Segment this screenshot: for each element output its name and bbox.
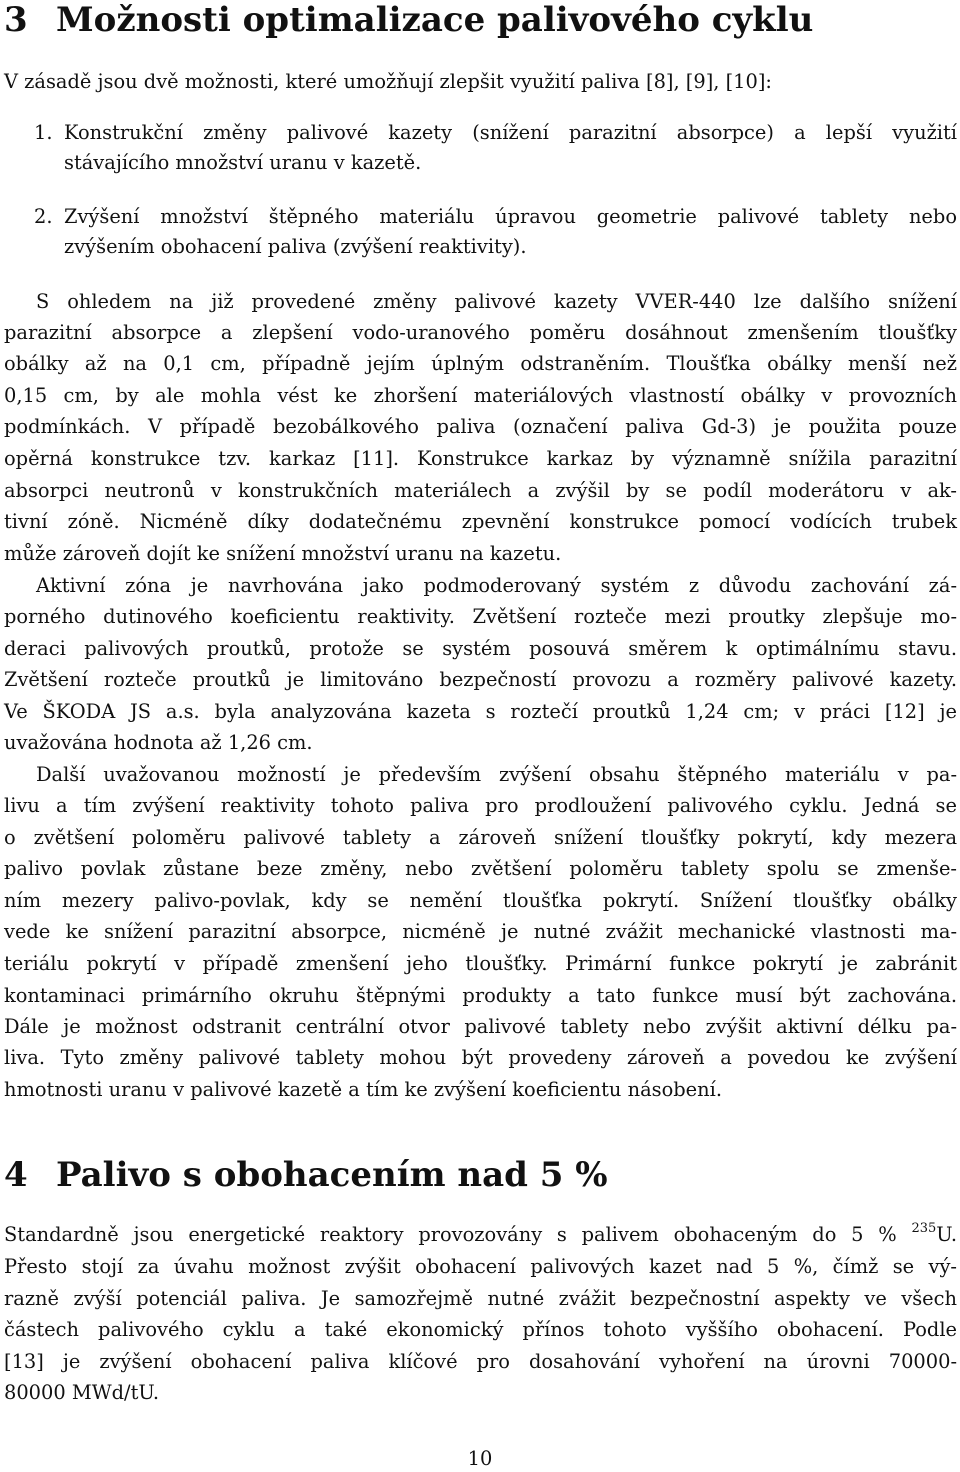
- list-marker: 2.: [34, 205, 53, 228]
- paragraph-line: ním mezery palivo-povlak, kdy se nemění tloušťka pokrytí. Snížení tloušťky obálky: [4, 889, 957, 912]
- paragraph-line: liva. Tyto změny palivové tablety mohou být provedeny zároveň a povedou ke zvýšení: [4, 1046, 957, 1069]
- list-line: Konstrukční změny palivové kazety (snížení parazitní absorpce) a lepší využití: [64, 121, 957, 144]
- paragraph-line: Přesto stojí za úvahu možnost zvýšit obohacení palivových kazet nad 5 %, čímž se vý-: [4, 1255, 957, 1278]
- paragraph-line: S ohledem na již provedené změny palivové kazety VVER-440 lze dalšího snížení: [36, 290, 957, 313]
- section-3-intro: V zásadě jsou dvě možnosti, které umožňují zlepšit využití paliva [8], [9], [10]:: [4, 70, 772, 93]
- paragraph-line: Dále je možnost odstranit centrální otvor palivové tablety nebo zvýšit aktivní délku pa-: [4, 1015, 957, 1038]
- paragraph-line: Zvětšení rozteče proutků je limitováno bezpečností provozu a rozměry palivové kazety.: [4, 668, 957, 691]
- section-4-title: Palivo s obohacením nad 5 %: [56, 1155, 608, 1195]
- paragraph-line: může zároveň dojít ke snížení množství uranu na kazetu.: [4, 542, 562, 565]
- paragraph-line: palivo povlak zůstane beze změny, nebo zvětšení poloměru tablety spolu se zmenše-: [4, 857, 957, 880]
- section-3-title: Možnosti optimalizace palivového cyklu: [56, 0, 814, 40]
- paragraph-line: razně zvýší potenciál paliva. Je samozřejmě nutné zvážit bezpečnostní aspekty ve všech: [4, 1287, 957, 1310]
- list-line: zvýšením obohacení paliva (zvýšení reaktivity).: [64, 235, 527, 258]
- paragraph-line: parazitní absorpce a zlepšení vodo-uranového poměru dosáhnout zmenšením tloušťky: [4, 321, 957, 344]
- list-marker: 1.: [34, 121, 53, 144]
- paragraph-line: podmínkách. V případě bezobálkového paliva (označení paliva Gd-3) je použita pouze: [4, 415, 957, 438]
- paragraph-line: obálky až na 0,1 cm, případně jejím úplným odstraněním. Tloušťka obálky menší než: [4, 352, 957, 375]
- isotope-symbol: U.: [936, 1223, 957, 1246]
- paragraph-line: 0,15 cm, by ale mohla vést ke zhoršení materiálových vlastností obálky v provozních: [4, 384, 957, 407]
- paragraph-line: Další uvažovanou možností je především zvýšení obsahu štěpného materiálu v pa-: [36, 763, 957, 786]
- paragraph-line: porného dutinového koeficientu reaktivity. Zvětšení rozteče mezi proutky zlepšuje mo-: [4, 605, 957, 628]
- paragraph-line: 80000 MWd/tU.: [4, 1381, 160, 1404]
- isotope-sentence: Standardně jsou energetické reaktory provozovány s palivem obohaceným do 5 %: [4, 1223, 897, 1246]
- list-line: Zvýšení množství štěpného materiálu úpravou geometrie palivové tablety nebo: [64, 205, 957, 228]
- section-4-heading: [4, 1155, 954, 1195]
- paragraph-line: o zvětšení poloměru palivové tablety a zároveň snížení tloušťky pokrytí, kdy mezera: [4, 826, 957, 849]
- paragraph-line: [4, 1222, 957, 1248]
- section-3-heading: [4, 0, 954, 40]
- paragraph-line: teriálu pokrytí v případě zmenšení jeho tloušťky. Primární funkce pokrytí je zabránit: [4, 952, 957, 975]
- paragraph-line: opěrná konstrukce tzv. karkaz [11]. Konstrukce karkaz by významně snížila parazitní: [4, 447, 957, 470]
- list-line: stávajícího množství uranu v kazetě.: [64, 151, 422, 174]
- paragraph-line: uvažována hodnota až 1,26 cm.: [4, 731, 313, 754]
- paragraph-line: vede ke snížení parazitní absorpce, nicméně je nutné zvážit mechanické vlastnosti ma-: [4, 920, 957, 943]
- paragraph-line: deraci palivových proutků, protože se systém posouvá směrem k optimálnímu stavu.: [4, 637, 957, 660]
- paragraph-line: Ve ŠKODA JS a.s. byla analyzována kazeta s roztečí proutků 1,24 cm; v práci [12] je: [4, 700, 957, 723]
- paragraph-line: livu a tím zvýšení reaktivity tohoto paliva pro prodloužení palivového cyklu. Jedná se: [4, 794, 957, 817]
- paragraph-line: hmotnosti uranu v palivové kazetě a tím ke zvýšení koeficientu násobení.: [4, 1078, 723, 1101]
- section-4-number: 4: [4, 1155, 28, 1195]
- isotope-mass-number: 235: [911, 1221, 937, 1236]
- paragraph-line: Aktivní zóna je navrhována jako podmoderovaný systém z důvodu zachování zá-: [36, 574, 957, 597]
- paragraph-line: [13] je zvýšení obohacení paliva klíčové pro dosahování vyhoření na úrovni 70000-: [4, 1350, 957, 1373]
- paragraph-line: tivní zóně. Nicméně díky dodatečnému zpevnění konstrukce pomocí vodících trubek: [4, 510, 957, 533]
- section-3-number: 3: [4, 0, 28, 40]
- paragraph-line: kontaminaci primárního okruhu štěpnými produkty a tato funkce musí být zachována.: [4, 984, 957, 1007]
- paragraph-line: absorpci neutronů v konstrukčních materiálech a zvýšil by se podíl moderátoru v ak-: [4, 479, 957, 502]
- page-number: 10: [467, 1447, 493, 1470]
- paragraph-line: částech palivového cyklu a také ekonomický přínos tohoto vyššího obohacení. Podle: [4, 1318, 957, 1341]
